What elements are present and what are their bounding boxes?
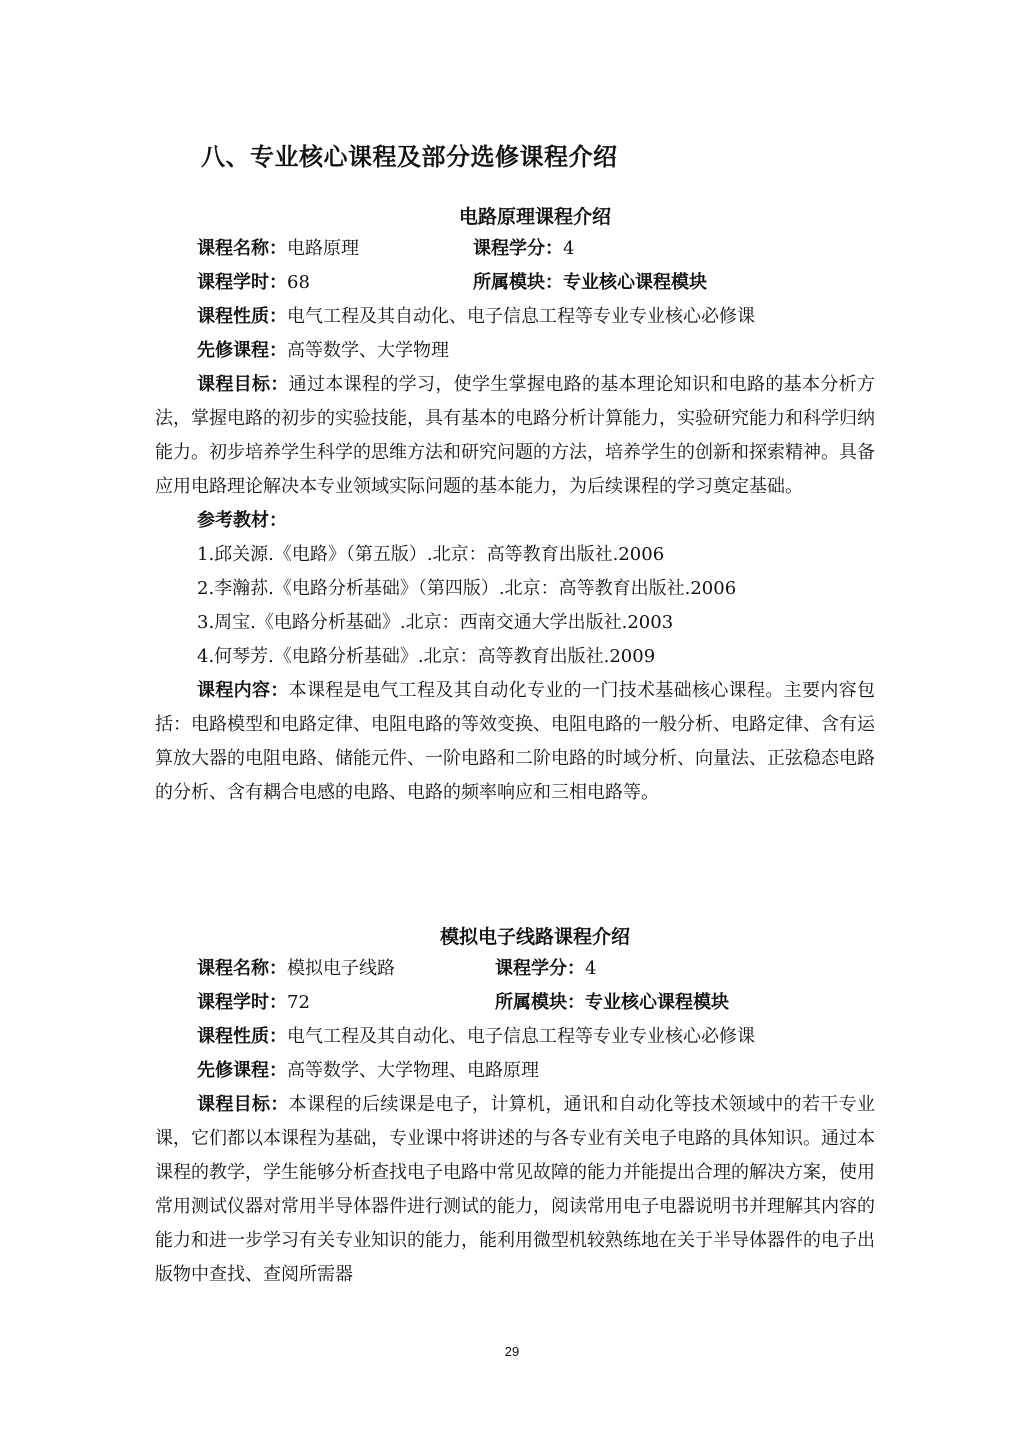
section-title: 八、专业核心课程及部分选修课程介绍 xyxy=(201,143,618,171)
course-hours-value: 68 xyxy=(287,272,310,293)
course-module-value: 专业核心课程模块 xyxy=(563,272,707,293)
course-credit-field xyxy=(495,952,596,986)
reference-list xyxy=(155,538,875,674)
course-refs-heading xyxy=(155,504,875,538)
course-name-credit-row xyxy=(155,952,875,986)
course-name-value: 电路原理 xyxy=(287,238,359,259)
course-content-paragraph xyxy=(155,674,875,810)
course-module-label: 所属模块： xyxy=(473,272,563,293)
course-nature-label: 课程性质： xyxy=(197,1026,287,1047)
course-goal-paragraph xyxy=(155,368,875,504)
reference-item: 1.邱关源.《电路》（第五版）.北京：高等教育出版社.2006 xyxy=(197,544,665,565)
course-name-field xyxy=(197,952,495,986)
course-module-field xyxy=(495,986,729,1020)
course-prereq-value: 高等数学、大学物理 xyxy=(287,340,449,361)
course-prereq-label: 先修课程： xyxy=(197,340,287,361)
course-circuit-principles xyxy=(155,200,875,810)
course-title: 电路原理课程介绍 xyxy=(458,206,611,228)
course-name-label: 课程名称： xyxy=(197,238,287,259)
reference-item: 2.李瀚荪.《电路分析基础》（第四版）.北京：高等教育出版社.2006 xyxy=(197,578,737,599)
course-module-value: 专业核心课程模块 xyxy=(585,992,729,1013)
course-credit-value: 4 xyxy=(585,958,597,979)
reference-item: 3.周宝.《电路分析基础》.北京：西南交通大学出版社.2003 xyxy=(197,612,674,633)
course-module-label: 所属模块： xyxy=(495,992,585,1013)
course-name-field xyxy=(197,232,473,266)
course-content-label: 课程内容： xyxy=(197,680,289,701)
course-nature-row xyxy=(155,1020,875,1054)
course-credit-label: 课程学分： xyxy=(495,958,585,979)
course-credit-value: 4 xyxy=(563,238,575,259)
reference-item: 4.何琴芳.《电路分析基础》.北京：高等教育出版社.2009 xyxy=(197,646,656,667)
course-hours-label: 课程学时： xyxy=(197,272,287,293)
course-prereq-row xyxy=(155,1054,875,1088)
course-name-credit-row xyxy=(155,232,875,266)
course-module-field xyxy=(473,266,707,300)
course-hours-field xyxy=(197,266,473,300)
course-credit-label: 课程学分： xyxy=(473,238,563,259)
course-refs-label: 参考教材： xyxy=(197,510,287,531)
course-nature-value: 电气工程及其自动化、电子信息工程等专业专业核心必修课 xyxy=(287,306,755,327)
course-prereq-label: 先修课程： xyxy=(197,1060,287,1081)
course-hours-value: 72 xyxy=(287,992,310,1013)
course-hours-module-row xyxy=(155,986,875,1020)
course-name-label: 课程名称： xyxy=(197,958,287,979)
course-hours-label: 课程学时： xyxy=(197,992,287,1013)
course-goal-paragraph xyxy=(155,1088,875,1292)
course-nature-label: 课程性质： xyxy=(197,306,287,327)
course-goal-text: 本课程的后续课是电子，计算机，通讯和自动化等技术领域中的若干专业课，它们都以本课程为基础，专业课中将讲述的与各专业有关电子电路的具体知识。通过本课程的教学，学生能够分析查找电子电路中常见故障的能力并能提出合理的解决方案，使用常用测试仪器对常用半导体器件进行测试的能力，阅读常用电子电器说明书并理解其内容的能力和进一步学习有关专业知识的能力，能利用微型机较熟练地在关于半导体器件的电子出版物中查找、查阅所需器 xyxy=(155,1094,876,1285)
course-hours-module-row xyxy=(155,266,875,300)
course-goal-label: 课程目标： xyxy=(197,374,289,395)
course-prereq-row xyxy=(155,334,875,368)
course-goal-text: 通过本课程的学习，使学生掌握电路的基本理论知识和电路的基本分析方法，掌握电路的初步的实验技能，具有基本的电路分析计算能力，实验研究能力和科学归纳能力。初步培养学生科学的思维方法和研究问题的方法，培养学生的创新和探索精神。具备应用电路理论解决本专业领域实际问题的基本能力，为后续课程的学习奠定基础。 xyxy=(155,374,876,497)
course-goal-label: 课程目标： xyxy=(197,1094,289,1115)
course-content-text: 本课程是电气工程及其自动化专业的一门技术基础核心课程。主要内容包括：电路模型和电路定律、电阻电路的等效变换、电阻电路的一般分析、电路定律、含有运算放大器的电阻电路、储能元件、一阶电路和二阶电路的时域分析、向量法、正弦稳态电路的分析、含有耦合电感的电路、电路的频率响应和三相电路等。 xyxy=(155,680,876,803)
course-name-value: 模拟电子线路 xyxy=(287,958,395,979)
course-hours-field xyxy=(197,986,495,1020)
course-prereq-value: 高等数学、大学物理、电路原理 xyxy=(287,1060,539,1081)
course-nature-row xyxy=(155,300,875,334)
page-number: 29 xyxy=(504,1344,520,1359)
course-nature-value: 电气工程及其自动化、电子信息工程等专业专业核心必修课 xyxy=(287,1026,755,1047)
course-title: 模拟电子线路课程介绍 xyxy=(439,926,630,948)
course-credit-field xyxy=(473,232,574,266)
course-analog-electronics xyxy=(155,920,875,1292)
